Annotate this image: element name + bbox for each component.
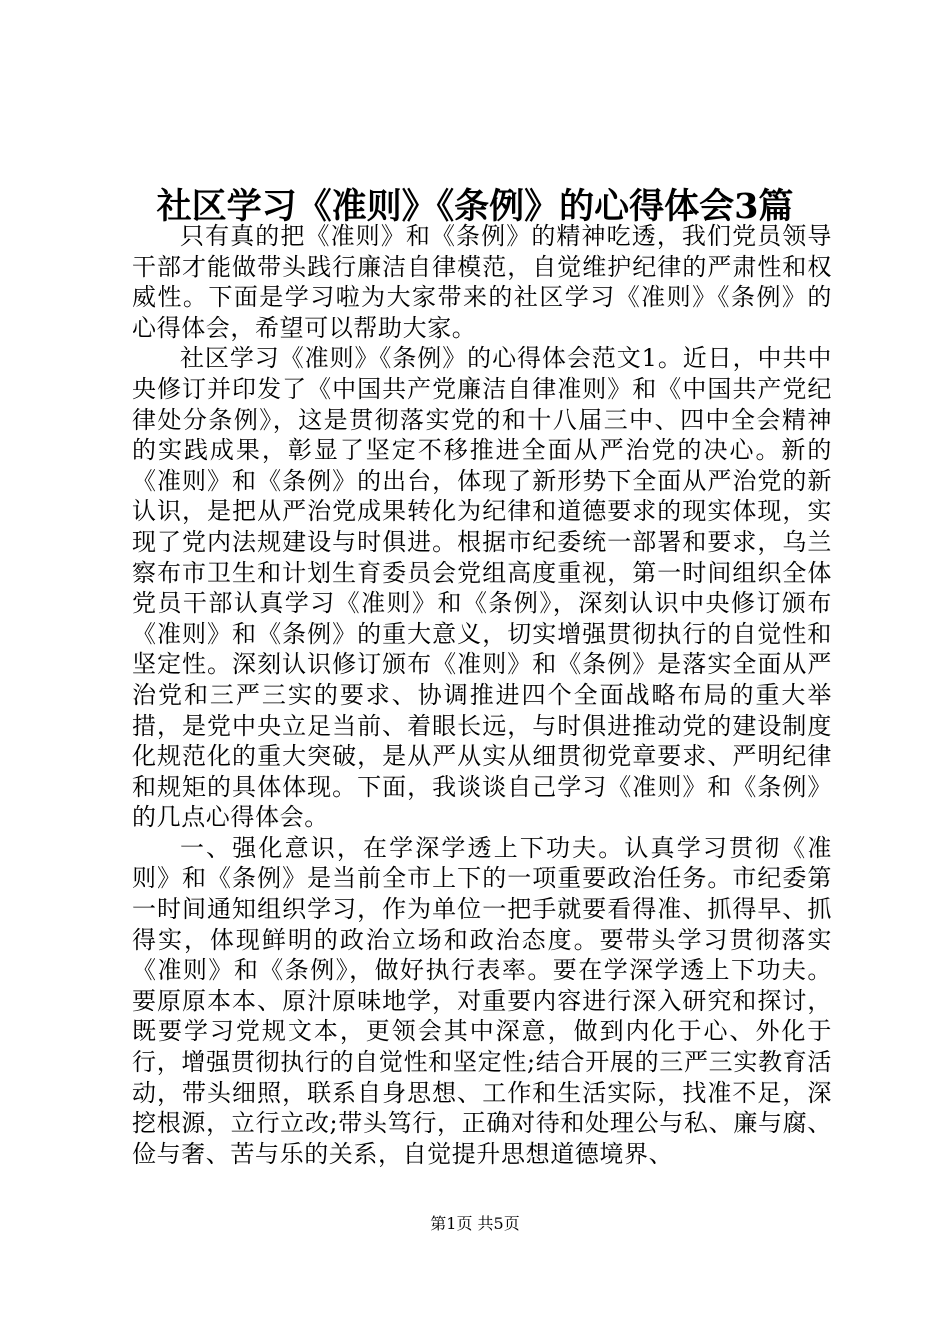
document-body xyxy=(132,221,832,1169)
paragraph-intro: 只有真的把《准则》和《条例》的精神吃透，我们党员领导干部才能做带头践行廉洁自律模范，自觉维护纪律的严肃性和权威性。下面是学习啦为大家带来的社区学习《准则》《条例》的心得体会，希望可以帮助大家。 xyxy=(132,222,832,342)
document-title: 社区学习《准则》《条例》的心得体会3篇 xyxy=(156,186,794,227)
page-footer: 第1页 共5页 xyxy=(430,1214,520,1233)
paragraph-section-1: 一、强化意识，在学深学透上下功夫。认真学习贯彻《准则》和《条例》是当前全市上下的一项重要政治任务。市纪委第一时间通知组织学习，作为单位一把手就要看得准、抓得早、抓得实，体现鲜明的政治立场和政治态度。要带头学习贯彻落实《准则》和《条例》，做好执行表率。要在学深学透上下功夫。要原原本本、原汁原味地学，对重要内容进行深入研究和探讨，既要学习党规文本，更领会其中深意，做到内化于心、外化于行，增强贯彻执行的自觉性和坚定性;结合开展的三严三实教育活动，带头细照，联系自身思想、工作和生活实际，找准不足，深挖根源，立行立改;带头笃行，正确对待和处理公与私、廉与腐、俭与奢、苦与乐的关系，自觉提升思想道德境界、 xyxy=(132,833,832,1168)
paragraph-essay-1: 社区学习《准则》《条例》的心得体会范文1。近日，中共中央修订并印发了《中国共产党廉洁自律准则》和《中国共产党纪律处分条例》，这是贯彻落实党的和十八届三中、四中全会精神的实践成果，彰显了坚定不移推进全面从严治党的决心。新的《准则》和《条例》的出台，体现了新形势下全面从严治党的新认识，是把从严治党成果转化为纪律和道德要求的现实体现，实现了党内法规建设与时俱进。根据市纪委统一部署和要求，乌兰察布市卫生和计划生育委员会党组高度重视，第一时间组织全体党员干部认真学习《准则》和《条例》，深刻认识中央修订颁布《准则》和《条例》的重大意义，切实增强贯彻执行的自觉性和坚定性。深刻认识修订颁布《准则》和《条例》是落实全面从严治党和三严三实的要求、协调推进四个全面战略布局的重大举措，是党中央立足当前、着眼长远，与时俱进推动党的建设制度化规范化的重大突破，是从严从实从细贯彻党章要求、严明纪律和规矩的具体体现。下面，我谈谈自己学习《准则》和《条例》的几点心得体会。 xyxy=(132,344,832,832)
